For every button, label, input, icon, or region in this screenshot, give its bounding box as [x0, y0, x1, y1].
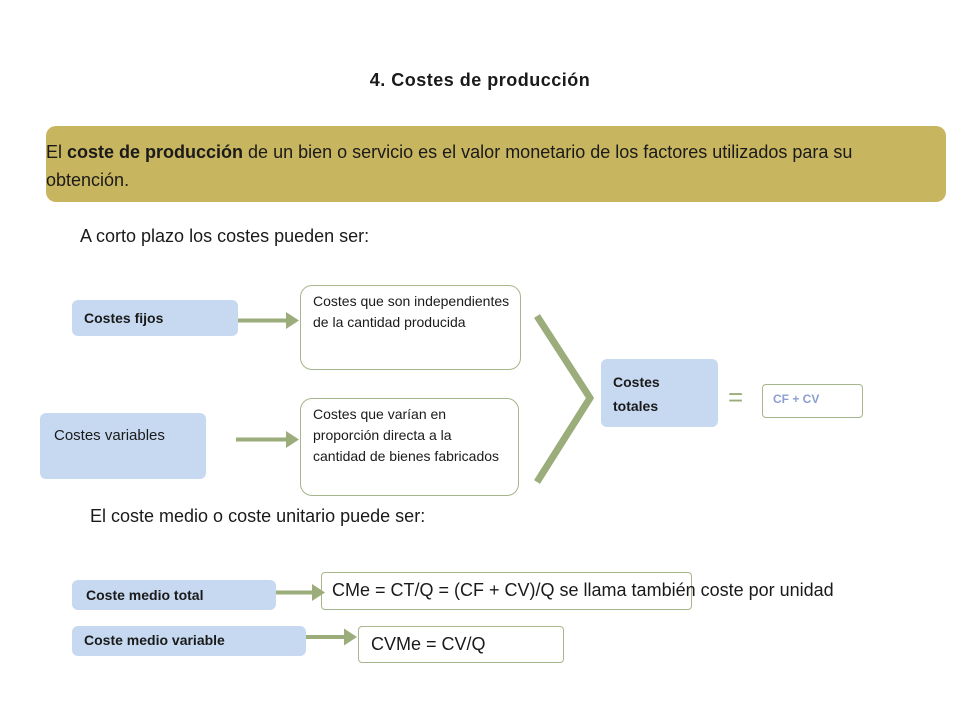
equals-sign: = [728, 382, 744, 412]
sum-bracket [537, 316, 590, 482]
fixed-costs-description: Costes que son independientes de la cantidad producida [300, 285, 521, 370]
average-total-cost-box: Coste medio total [72, 580, 276, 610]
definition-part-2: de un bien o servicio es el valor monetario de los factores utilizados para su obtención. [46, 142, 853, 190]
average-variable-arrow [306, 629, 357, 646]
definition-term: coste de producción [67, 142, 244, 162]
variable-costs-description: Costes que varían en proporción directa a la cantidad de bienes fabricados [300, 398, 519, 496]
variable-costs-box: Costes variables [40, 413, 206, 479]
page-title: 4. Costes de producción [369, 70, 591, 90]
average-cost-heading: El coste medio o coste unitario puede ser: [90, 506, 426, 526]
fixed-costs-box: Costes fijos [72, 300, 238, 336]
total-costs-formula: CF + CV [762, 384, 863, 418]
total-costs-box: Costes totales [601, 359, 718, 427]
fixed-to-description-arrow [238, 312, 299, 329]
average-total-arrow [276, 584, 325, 601]
average-variable-cost-formula: CVMe = CV/Q [358, 626, 564, 663]
average-total-cost-formula: CMe = CT/Q = (CF + CV)/Q se llama también coste por unidad [332, 580, 834, 600]
definition-part-1: El [46, 142, 68, 162]
variable-to-description-arrow [236, 431, 299, 448]
average-variable-cost-box: Coste medio variable [72, 626, 306, 656]
short-term-heading: A corto plazo los costes pueden ser: [80, 226, 370, 246]
definition-text [46, 138, 906, 194]
